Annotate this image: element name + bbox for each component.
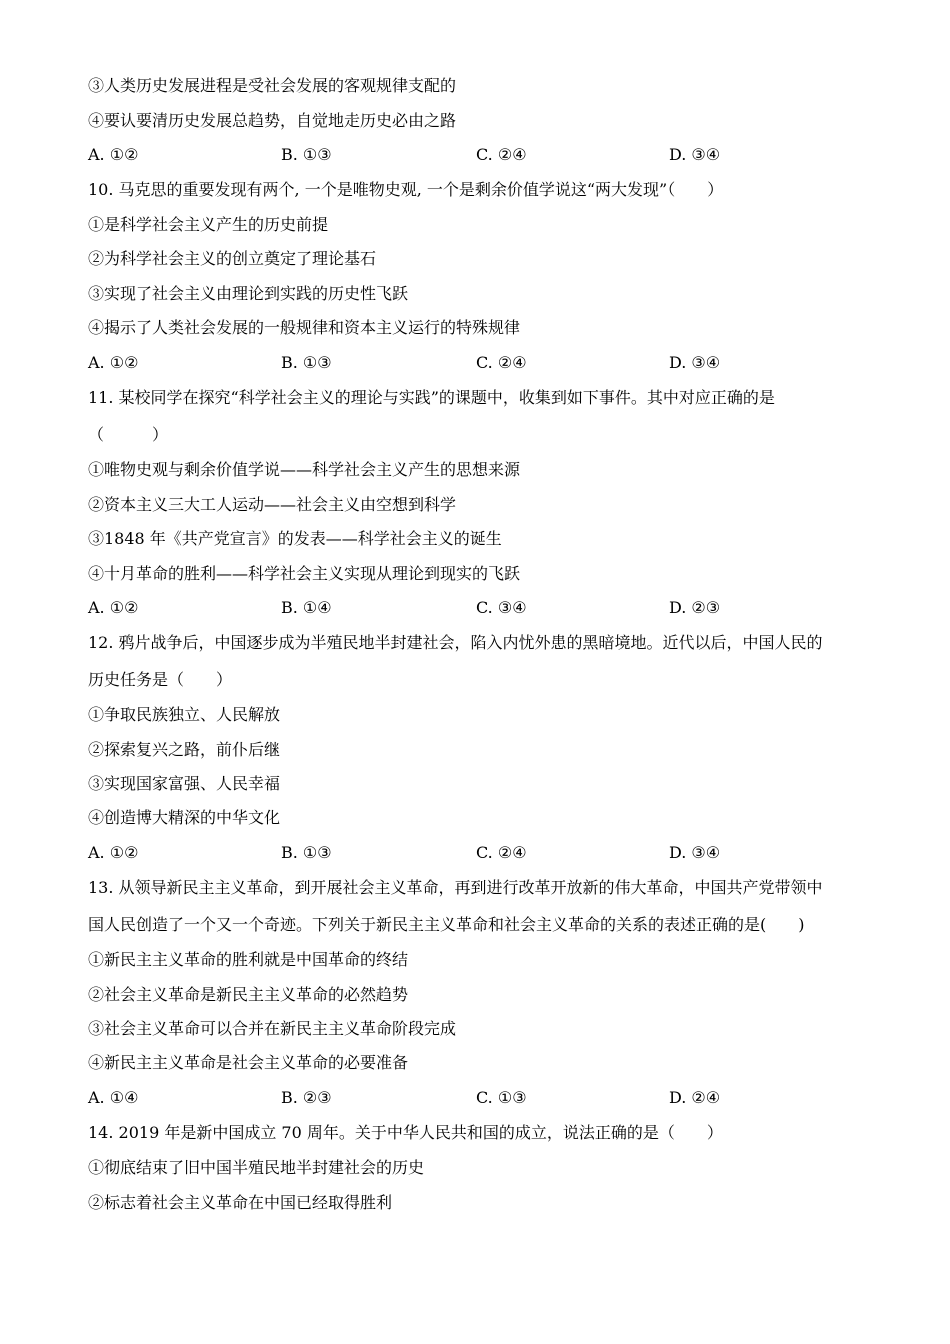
statement-line: ②探索复兴之路，前仆后继 — [88, 740, 281, 759]
statement-line: ③实现国家富强、人民幸福 — [88, 774, 281, 793]
statement-line: ④十月革命的胜利——科学社会主义实现从理论到现实的飞跃 — [88, 564, 521, 583]
option-d: D. ③④ — [669, 843, 721, 862]
option-b: B. ①③ — [281, 145, 332, 164]
statement-line: ①是科学社会主义产生的历史前提 — [88, 215, 329, 234]
statement-line: ②标志着社会主义革命在中国已经取得胜利 — [88, 1193, 393, 1212]
option-a: A. ①② — [88, 145, 139, 164]
option-c: C. ①③ — [476, 1088, 527, 1107]
statement-line: ①彻底结束了旧中国半殖民地半封建社会的历史 — [88, 1158, 425, 1177]
option-a: A. ①② — [88, 843, 139, 862]
statement-line: ③人类历史发展进程是受社会发展的客观规律支配的 — [88, 76, 457, 95]
statement-line: ④揭示了人类社会发展的一般规律和资本主义运行的特殊规律 — [88, 318, 521, 337]
statement-line: ④新民主主义革命是社会主义革命的必要准备 — [88, 1053, 409, 1072]
option-d: D. ②③ — [669, 598, 721, 617]
option-b: B. ①④ — [281, 598, 332, 617]
statement-line: ③1848 年《共产党宣言》的发表——科学社会主义的诞生 — [88, 529, 502, 548]
statement-line: ①唯物史观与剩余价值学说——科学社会主义产生的思想来源 — [88, 460, 521, 479]
option-c: C. ②④ — [476, 145, 527, 164]
option-c: C. ③④ — [476, 598, 527, 617]
option-c: C. ②④ — [476, 843, 527, 862]
question-12-continued: 历史任务是（ ） — [88, 670, 233, 689]
question-10: 10. 马克思的重要发现有两个, 一个是唯物史观, 一个是剩余价值学说这“两大发现”（ ） — [88, 180, 724, 199]
option-a: A. ①④ — [88, 1088, 139, 1107]
question-13-continued: 国人民创造了一个又一个奇迹。下列关于新民主主义革命和社会主义革命的关系的表述正确的是( ) — [88, 915, 805, 934]
option-c: C. ②④ — [476, 353, 527, 372]
option-a: A. ①② — [88, 598, 139, 617]
statement-line: ③实现了社会主义由理论到实践的历史性飞跃 — [88, 284, 409, 303]
question-14: 14. 2019 年是新中国成立 70 周年。关于中华人民共和国的成立，说法正确的是（ ） — [88, 1123, 723, 1142]
option-a: A. ①② — [88, 353, 139, 372]
statement-line: ④创造博大精深的中华文化 — [88, 808, 281, 827]
statement-line: ③社会主义革命可以合并在新民主主义革命阶段完成 — [88, 1019, 457, 1038]
option-d: D. ③④ — [669, 353, 721, 372]
statement-line: ②为科学社会主义的创立奠定了理论基石 — [88, 249, 377, 268]
option-d: D. ③④ — [669, 145, 721, 164]
question-11: 11. 某校同学在探究“科学社会主义的理论与实践”的课题中，收集到如下事件。其中对应正确的是 — [88, 388, 775, 407]
option-b: B. ①③ — [281, 353, 332, 372]
statement-line: ①新民主主义革命的胜利就是中国革命的终结 — [88, 950, 409, 969]
statement-line: ④要认要清历史发展总趋势，自觉地走历史必由之路 — [88, 111, 457, 130]
question-12: 12. 鸦片战争后，中国逐步成为半殖民地半封建社会，陷入内忧外患的黑暗境地。近代以后，中国人民的 — [88, 633, 823, 652]
option-b: B. ①③ — [281, 843, 332, 862]
question-13: 13. 从领导新民主主义革命，到开展社会主义革命，再到进行改革开放新的伟大革命，中国共产党带领中 — [88, 878, 823, 897]
option-b: B. ②③ — [281, 1088, 332, 1107]
statement-line: ②社会主义革命是新民主主义革命的必然趋势 — [88, 985, 409, 1004]
option-d: D. ②④ — [669, 1088, 721, 1107]
question-11-bracket: （ ） — [88, 425, 169, 444]
statement-line: ②资本主义三大工人运动——社会主义由空想到科学 — [88, 495, 457, 514]
statement-line: ①争取民族独立、人民解放 — [88, 705, 281, 724]
